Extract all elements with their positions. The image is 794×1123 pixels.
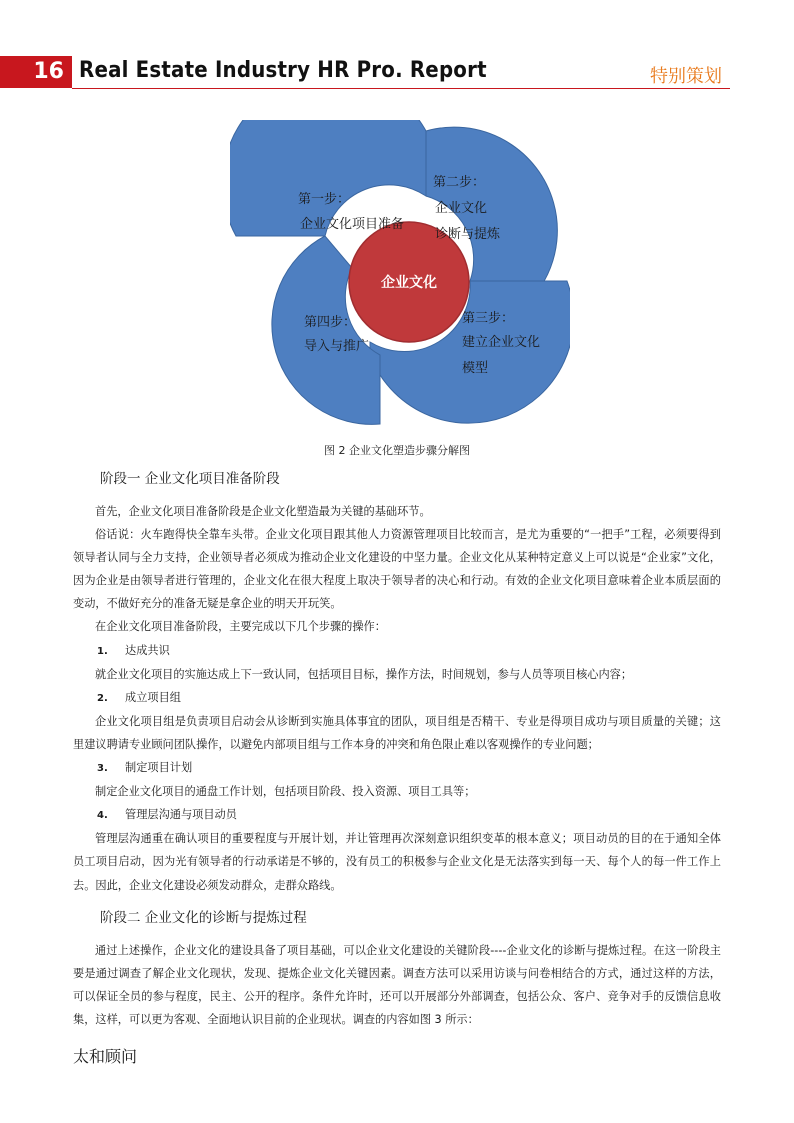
step-number: 2. (97, 692, 108, 704)
pinwheel-svg (230, 120, 570, 430)
step-title: 制定项目计划 (125, 761, 193, 775)
step-item-desc: 企业文化项目组是负责项目启动会从诊断到实施具体事宜的团队，项目组是否精干、专业是得项目成功与项目质量的关键；这里建议聘请专业顾问团队操作，以避免内部项目组与工作本身的冲突和角色限止难以客观操作的专业问题； (73, 714, 721, 751)
paragraph-steps-intro: 在企业文化项目准备阶段，主要完成以下几个步骤的操作： (95, 620, 386, 634)
step2-line1: 第二步： (433, 175, 486, 190)
step-item-desc: 就企业文化项目的实施达成上下一致认同，包括项目目标，操作方法，时间规划，参与人员等项目核心内容； (95, 667, 633, 681)
step2-line3: 诊断与提炼 (435, 227, 501, 242)
step-item-title (73, 803, 721, 827)
culture-pinwheel-diagram (230, 120, 570, 430)
step1-line1: 第一步： (298, 192, 351, 207)
step-number: 4. (97, 810, 108, 822)
step-number: 1. (97, 645, 108, 657)
figure-caption: 图 2 企业文化塑造步骤分解图 (324, 444, 470, 457)
paragraph-leadership: 俗话说：火车跑得快全靠车头带。企业文化项目跟其他人力资源管理项目比较而言，是尤为重要的“一把手”工程，必须要得到领导者认同与全力支持，企业领导者必须成为推动企业文化建设的中坚力量。企业文化从某种特定意义上可以说是“企业家”文化，因为企业是由领导者进行管理的，企业文化在很大程度上取决于领导者的决心和行动。有效的企业文化项目意味着企业本质层面的变动，不做好充分的准备无疑是拿企业的明天开玩笑。 (73, 528, 721, 611)
article-body (73, 466, 721, 1031)
center-label: 企业文化 (381, 275, 437, 291)
header-rule (72, 88, 730, 89)
step-number: 3. (97, 763, 108, 775)
report-title: Real Estate Industry HR Pro. Report (79, 58, 487, 83)
page-number: 16 (0, 56, 72, 88)
footer-brand: 太和顾问 (73, 1047, 138, 1066)
paragraph-intro: 首先，企业文化项目准备阶段是企业文化塑造最为关键的基础环节。 (95, 505, 431, 518)
step-title: 成立项目组 (125, 690, 181, 704)
step2-line2: 企业文化 (435, 201, 488, 216)
page-header (0, 56, 730, 90)
step-item-desc: 管理层沟通重在确认项目的重要程度与开展计划，并让管理再次深刻意识组织变革的根本意义；项目动员的目的在于通知全体员工项目启动，因为光有领导者的行动承诺是不够的，没有员工的积极参与企业文化是无法落实到每一天、每个人的每一件工作上去。因此，企业文化建设必须发动群众，走群众路线。 (73, 832, 721, 892)
step-item-title (73, 639, 721, 663)
step4-line2: 导入与推广 (304, 339, 370, 354)
section-tag: 特别策划 (650, 66, 722, 87)
step3-line2: 建立企业文化 (462, 335, 541, 350)
step-item-title (73, 686, 721, 710)
step3-line1: 第三步： (462, 311, 515, 326)
step4-line1: 第四步： (304, 315, 357, 330)
step-title: 管理层沟通与项目动员 (125, 808, 237, 822)
paragraph-diagnosis: 通过上述操作，企业文化的建设具备了项目基础，可以企业文化建设的关键阶段----企业文化的诊断与提炼过程。在这一阶段主要是通过调查了解企业文化现状，发现、提炼企业文化关键因素。调查方法可以采用访谈与问卷相结合的方式，通过这样的方法，可以保证全员的参与程度，民主、公开的程序。条件允许时，还可以开展部分外部调查，包括公众、客户、竞争对手的反馈信息收集，这样，可以更为客观、全面地认识目前的企业现状。调查的内容如图 3 所示： (73, 943, 721, 1026)
step-item-title (73, 756, 721, 780)
stage1-heading: 阶段一 企业文化项目准备阶段 (100, 471, 280, 487)
step-item-desc: 制定企业文化项目的通盘工作计划，包括项目阶段、投入资源、项目工具等； (95, 785, 476, 799)
step1-line2: 企业文化项目准备 (300, 217, 405, 232)
step-title: 达成共识 (125, 643, 170, 657)
stage2-heading: 阶段二 企业文化的诊断与提炼过程 (100, 909, 307, 926)
step3-line3: 模型 (462, 361, 489, 376)
